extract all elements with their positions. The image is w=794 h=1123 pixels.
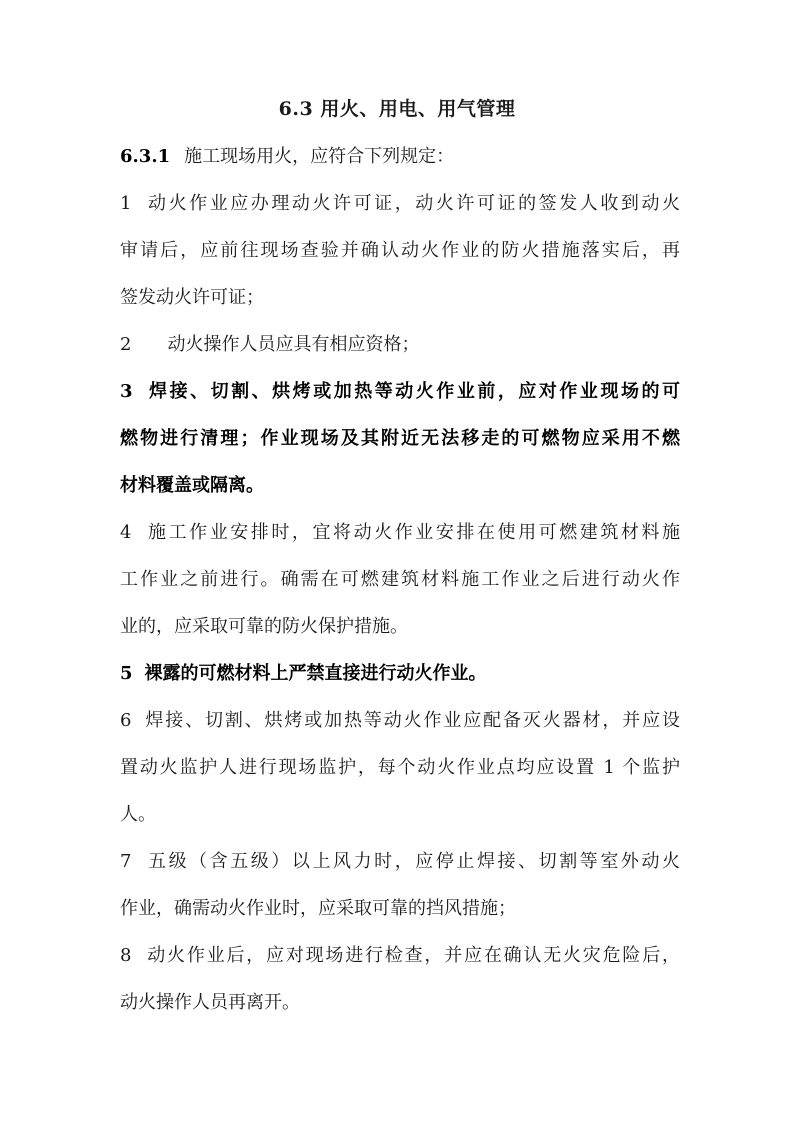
item-number: 7 — [120, 851, 132, 872]
item-number: 6 — [120, 710, 132, 731]
item-6-line-3: 人。 — [120, 804, 156, 825]
item-text: 五级（含五级）以上风力时，应停止焊接、切割等室外动火 — [145, 851, 680, 872]
item-text: 动火作业后，应对现场进行检查，并应在确认无火灾危险后， — [145, 945, 680, 966]
item-4-line-2: 工作业之前进行。确需在可燃建筑材料施工作业之后进行动火作 — [120, 569, 680, 590]
item-4-line-1 — [120, 520, 680, 546]
item-8-line-1 — [120, 943, 680, 969]
item-number: 1 — [120, 193, 132, 214]
item-7-line-2: 作业，确需动火作业时，应采取可靠的挡风措施； — [120, 898, 516, 919]
item-text: 动火操作人员应具有相应资格； — [167, 334, 420, 355]
item-6-line-2: 置动火监护人进行现场监护，每个动火作业点均应设置 1 个监护 — [120, 757, 680, 778]
item-7-line-1 — [120, 849, 680, 875]
clause-number: 6.3.1 — [120, 146, 171, 167]
item-2-line-1 — [120, 332, 680, 358]
item-number: 5 — [120, 663, 133, 684]
item-number: 2 — [120, 334, 132, 355]
clause-line — [120, 144, 680, 170]
item-5-line-1 — [120, 661, 680, 687]
item-1-line-1 — [120, 191, 680, 217]
item-1-line-3: 签发动火许可证； — [120, 287, 264, 308]
item-8-line-2: 动火操作人员再离开。 — [120, 992, 300, 1013]
clause-text: 施工现场用火，应符合下列规定： — [184, 146, 455, 167]
item-3-line-1 — [120, 379, 680, 405]
item-text: 焊接、切割、烘烤或加热等动火作业前，应对作业现场的可 — [146, 381, 680, 402]
item-3-line-2: 燃物进行清理；作业现场及其附近无法移走的可燃物应采用不燃 — [120, 428, 680, 449]
item-3-line-3: 材料覆盖或隔离。 — [120, 475, 264, 496]
item-text: 裸露的可燃材料上严禁直接进行动火作业。 — [144, 663, 487, 684]
item-text: 动火作业应办理动火许可证，动火许可证的签发人收到动火 — [145, 193, 680, 214]
item-text: 施工作业安排时，宜将动火作业安排在使用可燃建筑材料施 — [145, 522, 680, 543]
item-1-line-2: 审请后，应前往现场查验并确认动火作业的防火措施落实后，再 — [120, 240, 680, 261]
item-6-line-1 — [120, 708, 680, 734]
item-number: 8 — [120, 945, 132, 966]
section-title: 6.3 用火、用电、用气管理 — [278, 98, 516, 120]
item-4-line-3: 业的，应采取可靠的防火保护措施。 — [120, 616, 408, 637]
item-text: 焊接、切割、烘烤或加热等动火作业应配备灭火器材，并应设 — [143, 710, 680, 731]
item-number: 3 — [120, 381, 133, 402]
item-number: 4 — [120, 522, 132, 543]
